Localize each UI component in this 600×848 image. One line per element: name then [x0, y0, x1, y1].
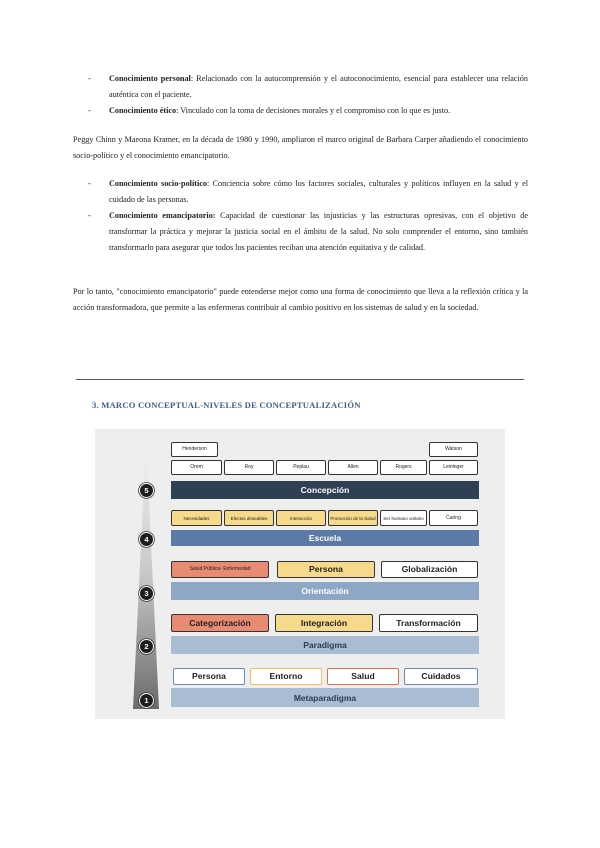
bullet-text: Capacidad de cuestionar las injusticias y las estructuras opresivas, con el objetivo de transformar la práctica y mejorar la justicia social en el ámbito de la salud. No solo comprender el entorno, sino también transformarlo para asegurar que todos los pacientes reciban una atención equitativa y de calidad.: [109, 211, 528, 252]
level-bar-metaparadigma: Metaparadigma: [171, 688, 479, 707]
paragraph-chinn-kramer: Peggy Chinn y Maeona Kramer, en la década de 1980 y 1990, ampliaron el marco original de Barbara Carper añadiendo el conocimiento socio-político y el conocimiento emancipatorio.: [73, 135, 528, 160]
author-watson: Watson: [429, 442, 478, 457]
level-number-badge: 1: [139, 693, 154, 708]
metaparadigm-box: Entorno: [250, 668, 322, 685]
school-box: Interacción: [276, 510, 326, 526]
level-number-badge: 4: [139, 532, 154, 547]
horizontal-divider: [76, 379, 524, 380]
bullet-text: : Vinculado con la toma de decisiones morales y el compromiso con lo que es justo.: [176, 106, 451, 115]
author-box: Allen: [328, 460, 378, 475]
section-heading: 3. MARCO CONCEPTUAL-NIVELES DE CONCEPTUALIZACIÓN: [92, 400, 361, 410]
level-number-badge: 2: [139, 639, 154, 654]
school-box: Necesidades: [171, 510, 222, 526]
list-item: [88, 103, 528, 119]
level-bar-escuela: Escuela: [171, 530, 479, 546]
dash-marker: -: [88, 74, 91, 83]
paradigm-box: Transformación: [379, 614, 478, 632]
dash-marker: -: [88, 179, 91, 188]
bullet-title: Conocimiento socio-político: [109, 179, 207, 188]
metaparadigm-box: Cuidados: [404, 668, 478, 685]
list-item: [88, 71, 528, 103]
level-bar-orientacion: Orientación: [171, 582, 479, 600]
list-item: [88, 176, 528, 208]
school-box: Efectos deseables: [224, 510, 274, 526]
level-number-badge: 5: [139, 483, 154, 498]
author-box: Leininger: [429, 460, 478, 475]
level-bar-paradigma: Paradigma: [171, 636, 479, 654]
orientation-box: Salud Pública- Enfermedad: [171, 561, 269, 578]
bullet-title: Conocimiento personal: [109, 74, 191, 83]
level-bar-concepcion: Concepción: [171, 481, 479, 499]
author-box: Orem: [171, 460, 222, 475]
school-box: Caring: [429, 510, 478, 526]
metaparadigm-box: Salud: [327, 668, 399, 685]
author-box: Peplau: [276, 460, 326, 475]
metaparadigm-box: Persona: [173, 668, 245, 685]
bullet-list-top: [88, 71, 528, 119]
author-box: Roy: [224, 460, 274, 475]
school-box: Ser humano unitario: [380, 510, 427, 526]
paradigm-box: Categorización: [171, 614, 269, 632]
paradigm-box: Integración: [275, 614, 373, 632]
dash-marker: -: [88, 211, 91, 220]
dash-marker: -: [88, 106, 91, 115]
conceptual-levels-figure: [95, 429, 505, 719]
bullet-text: : Relacionado con la autocomprensión y el autoconocimiento, esencial para establecer una relación auténtica con el paciente.: [109, 74, 528, 99]
bullet-title: Conocimiento ético: [109, 106, 177, 115]
list-item: [88, 208, 528, 256]
orientation-box: Persona: [277, 561, 375, 578]
author-box: Rogers: [380, 460, 427, 475]
bullet-title: Conocimiento emancipatorio:: [109, 211, 216, 220]
paragraph-conclusion: Por lo tanto, "conocimiento emancipatorio" puede entenderse mejor como una forma de conocimiento que lleva a la reflexión crítica y la acción transformadora, que permite a las enfermeras contribuir al cambio positivo en los sistemas de salud y en la sociedad.: [73, 287, 528, 312]
bullet-text: : Conciencia sobre cómo los factores sociales, culturales y políticos influyen en la salud y el cuidado de las personas.: [109, 179, 528, 204]
school-box: Promoción de la Salud: [328, 510, 378, 526]
author-henderson: Henderson: [171, 442, 218, 457]
bullet-list-mid: [88, 176, 528, 256]
orientation-box: Globalización: [381, 561, 478, 578]
level-number-badge: 3: [139, 586, 154, 601]
